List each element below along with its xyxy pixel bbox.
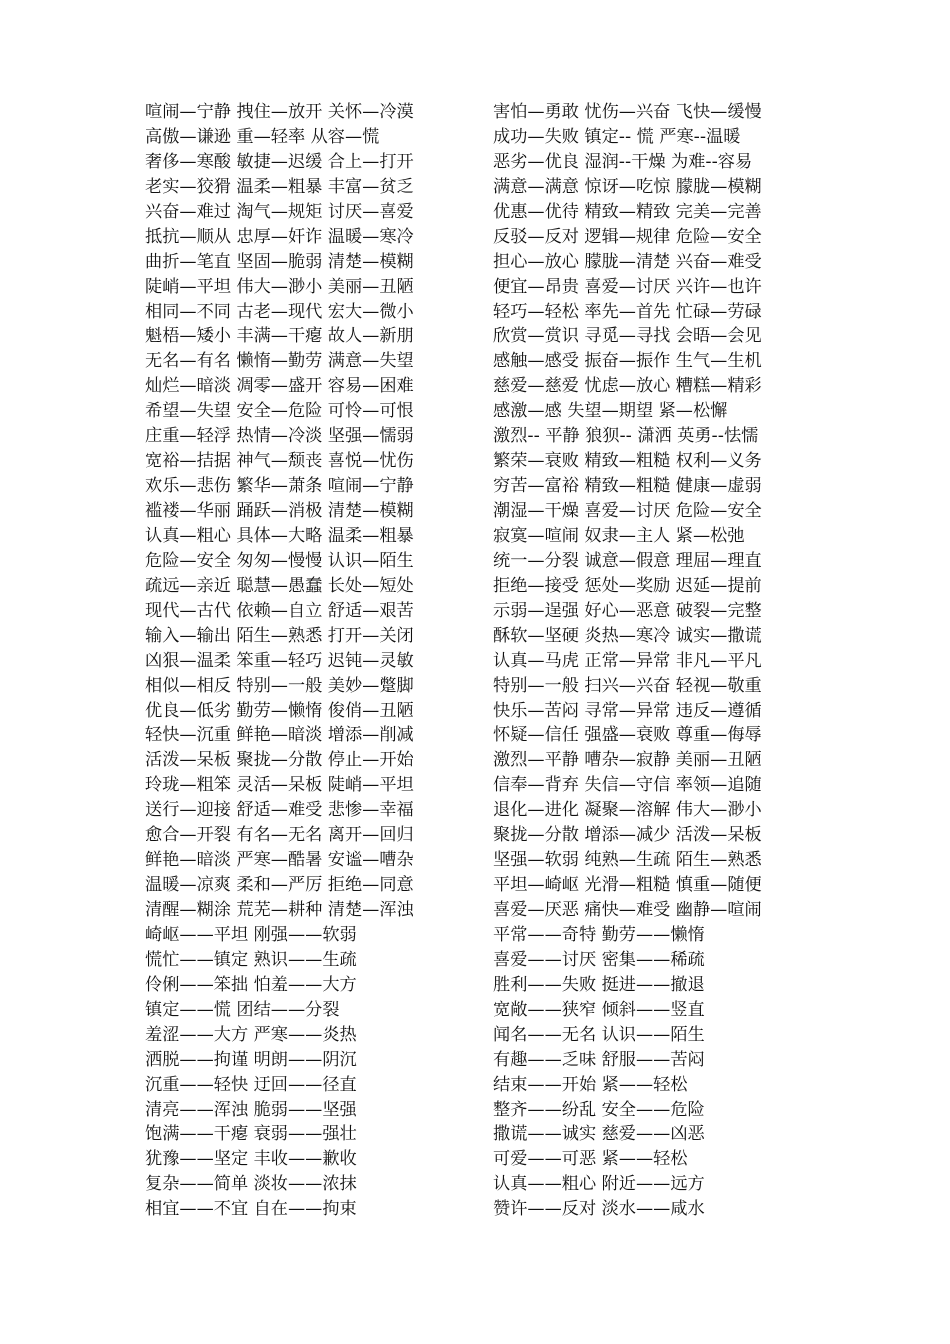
antonym-line: 兴奋—难过 淘气—规矩 讨厌—喜爱	[145, 201, 414, 222]
antonym-line: 老实—狡猾 温柔—粗暴 丰富—贫乏	[145, 176, 414, 197]
antonym-line: 镇定——慌 团结——分裂	[145, 999, 340, 1020]
antonym-line: 成功—失败 镇定-- 慌 严寒--温暖	[493, 126, 741, 147]
antonym-line: 清醒—糊涂 荒芜—耕种 清楚—浑浊	[145, 900, 414, 920]
antonym-line: 曲折—笔直 坚固—脆弱 清楚—模糊	[145, 251, 414, 272]
antonym-line: 灿烂—暗淡 凋零—盛开 容易—困难	[145, 376, 414, 397]
antonym-line: 喜爱——讨厌 密集——稀疏	[493, 949, 705, 970]
antonym-line: 高傲—谦逊 重—轻率 从容—慌	[145, 126, 380, 147]
antonym-line: 认真——粗心 附近——远方	[493, 1174, 705, 1195]
antonym-line: 赞许——反对 淡水——咸水	[493, 1199, 705, 1220]
antonym-line: 相宜——不宜 自在——拘束	[145, 1199, 357, 1220]
right-column	[493, 100, 833, 1222]
antonym-line: 愈合—开裂 有名—无名 离开—回归	[145, 825, 414, 846]
antonym-line: 怀疑—信任 强盛—衰败 尊重—侮辱	[493, 725, 762, 746]
antonym-line: 平坦—崎岖 光滑—粗糙 慎重—随便	[493, 875, 762, 896]
antonym-line: 反驳—反对 逻辑—规律 危险—安全	[493, 226, 762, 247]
antonym-line: 抵抗—顺从 忠厚—奸诈 温暖—寒冷	[145, 226, 414, 247]
antonym-line: 相同—不同 古老—现代 宏大—微小	[145, 301, 414, 322]
antonym-line: 结束——开始 紧——轻松	[493, 1074, 688, 1095]
antonym-line: 轻巧—轻松 率先—首先 忙碌—劳碌	[493, 301, 762, 322]
antonym-line: 陡峭—平坦 伟大—渺小 美丽—丑陋	[145, 276, 414, 297]
antonym-line: 崎岖——平坦 刚强——软弱	[145, 924, 357, 945]
antonym-line: 轻快—沉重 鲜艳—暗淡 增添—削减	[145, 725, 414, 746]
antonym-line: 坚强—软弱 纯熟—生疏 陌生—熟悉	[493, 850, 762, 871]
antonym-line: 喧闹—宁静 拽住—放开 关怀—冷漠	[145, 102, 414, 122]
antonym-line: 寂寞—喧闹 奴隶—主人 紧—松弛	[493, 525, 745, 546]
antonym-line: 示弱—逞强 好心—恶意 破裂—完整	[493, 600, 762, 621]
antonym-line: 现代—古代 依赖—自立 舒适—艰苦	[145, 600, 414, 621]
antonym-line: 宽敞——狭窄 倾斜——竖直	[493, 999, 705, 1020]
antonym-line: 拒绝—接受 惩处—奖励 迟延—提前	[493, 575, 762, 596]
antonym-line: 感触—感受 振奋—振作 生气—生机	[493, 351, 762, 372]
antonym-line: 酥软—坚硬 炎热—寒冷 诚实—撒谎	[493, 625, 762, 646]
antonym-line: 鲜艳—暗淡 严寒—酷暑 安谧—嘈杂	[145, 850, 414, 871]
antonym-line: 撒谎——诚实 慈爱——凶恶	[493, 1124, 705, 1145]
antonym-line: 活泼—呆板 聚拢—分散 停止—开始	[145, 750, 414, 771]
antonym-line: 优良—低劣 勤劳—懒惰 俊俏—丑陋	[145, 700, 414, 721]
antonym-line: 激烈—平静 嘈杂—寂静 美丽—丑陋	[493, 750, 762, 771]
antonym-line: 可爱——可恶 紧——轻松	[493, 1149, 688, 1170]
antonym-line: 沉重——轻快 迂回——径直	[145, 1074, 357, 1095]
antonym-line: 繁荣—衰败 精致—粗糙 权利—义务	[493, 451, 762, 472]
antonym-line: 满意—满意 惊讶—吃惊 朦胧—模糊	[493, 176, 762, 197]
antonym-line: 闻名——无名 认识——陌生	[493, 1024, 705, 1045]
antonym-line: 喜爱—厌恶 痛快—难受 幽静—喧闹	[493, 900, 762, 920]
antonym-line: 希望—失望 安全—危险 可怜—可恨	[145, 401, 414, 422]
antonym-line: 认真—粗心 具体—大略 温柔—粗暴	[145, 525, 414, 546]
antonym-line: 玲珑—粗笨 灵活—呆板 陡峭—平坦	[145, 775, 414, 796]
antonym-line: 退化—进化 凝聚—溶解 伟大—渺小	[493, 800, 762, 821]
antonym-line: 统一—分裂 诚意—假意 理屈—理直	[493, 550, 762, 571]
antonym-line: 胜利——失败 挺进——撤退	[493, 974, 705, 995]
antonym-line: 伶俐——笨拙 怕羞——大方	[145, 974, 357, 995]
antonym-line: 便宜—昂贵 喜爱—讨厌 兴许—也许	[493, 276, 762, 297]
antonym-line: 恶劣—优良 湿润--干燥 为难--容易	[493, 151, 753, 172]
antonym-line: 潮湿—干燥 喜爱—讨厌 危险—安全	[493, 501, 762, 521]
antonym-line: 饱满——干瘪 衰弱——强壮	[145, 1124, 357, 1145]
antonym-line: 疏远—亲近 聪慧—愚蠢 长处—短处	[145, 575, 414, 596]
antonym-line: 羞涩——大方 严寒——炎热	[145, 1024, 357, 1045]
antonym-line: 欣赏—赏识 寻觅—寻找 会晤—会见	[493, 326, 762, 347]
antonym-line: 洒脱——拘谨 明朗——阴沉	[145, 1049, 357, 1070]
antonym-line: 犹豫——坚定 丰收——歉收	[145, 1149, 357, 1170]
antonym-line: 感激—感 失望—期望 紧—松懈	[493, 401, 728, 422]
antonym-line: 慌忙——镇定 熟识——生疏	[145, 949, 357, 970]
antonym-line: 危险—安全 匆匆—慢慢 认识—陌生	[145, 550, 414, 571]
antonym-line: 激烈-- 平静 狼狈-- 潇洒 英勇--怯懦	[493, 426, 759, 447]
antonym-line: 宽裕—拮据 神气—颓丧 喜悦—忧伤	[145, 451, 414, 472]
antonym-line: 害怕—勇敢 忧伤—兴奋 飞快—缓慢	[493, 102, 762, 122]
antonym-line: 特别—一般 扫兴—兴奋 轻视—敬重	[493, 675, 762, 696]
antonym-line: 信奉—背弃 失信—守信 率领—追随	[493, 775, 762, 796]
antonym-line: 担心—放心 朦胧—清楚 兴奋—难受	[493, 251, 762, 272]
antonym-line: 快乐—苦闷 寻常—异常 违反—遵循	[493, 700, 762, 721]
antonym-line: 聚拢—分散 增添—减少 活泼—呆板	[493, 825, 762, 846]
antonym-line: 庄重—轻浮 热情—冷淡 坚强—懦弱	[145, 426, 414, 447]
antonym-line: 输入—输出 陌生—熟悉 打开—关闭	[145, 625, 414, 646]
antonym-line: 慈爱—慈爱 忧虑—放心 糟糕—精彩	[493, 376, 762, 397]
antonym-line: 欢乐—悲伤 繁华—萧条 喧闹—宁静	[145, 476, 414, 497]
antonym-line: 无名—有名 懒惰—勤劳 满意—失望	[145, 351, 414, 372]
antonym-line: 整齐——纷乱 安全——危险	[493, 1099, 705, 1120]
antonym-line: 穷苦—富裕 精致—粗糙 健康—虚弱	[493, 476, 762, 497]
antonym-line: 认真—马虎 正常—异常 非凡—平凡	[493, 650, 762, 671]
antonym-line: 送行—迎接 舒适—难受 悲惨—幸福	[145, 800, 414, 821]
antonym-line: 相似—相反 特别—一般 美妙—蹩脚	[145, 675, 414, 696]
antonym-line: 奢侈—寒酸 敏捷—迟缓 合上—打开	[145, 151, 414, 172]
antonym-line: 平常——奇特 勤劳——懒惰	[493, 924, 705, 945]
antonym-line: 凶狠—温柔 笨重—轻巧 迟钝—灵敏	[145, 650, 414, 671]
antonym-line: 有趣——乏味 舒服——苦闷	[493, 1049, 705, 1070]
antonym-line: 褴褛—华丽 踊跃—消极 清楚—模糊	[145, 501, 414, 521]
antonym-line: 温暖—凉爽 柔和—严厉 拒绝—同意	[145, 875, 414, 896]
antonym-line: 魁梧—矮小 丰满—干瘪 故人—新朋	[145, 326, 414, 347]
antonym-line: 优惠—优待 精致—精致 完美—完善	[493, 201, 762, 222]
left-column	[145, 100, 485, 1222]
antonym-line: 复杂——简单 淡妆——浓抹	[145, 1174, 357, 1195]
antonym-line: 清亮——浑浊 脆弱——坚强	[145, 1099, 357, 1120]
